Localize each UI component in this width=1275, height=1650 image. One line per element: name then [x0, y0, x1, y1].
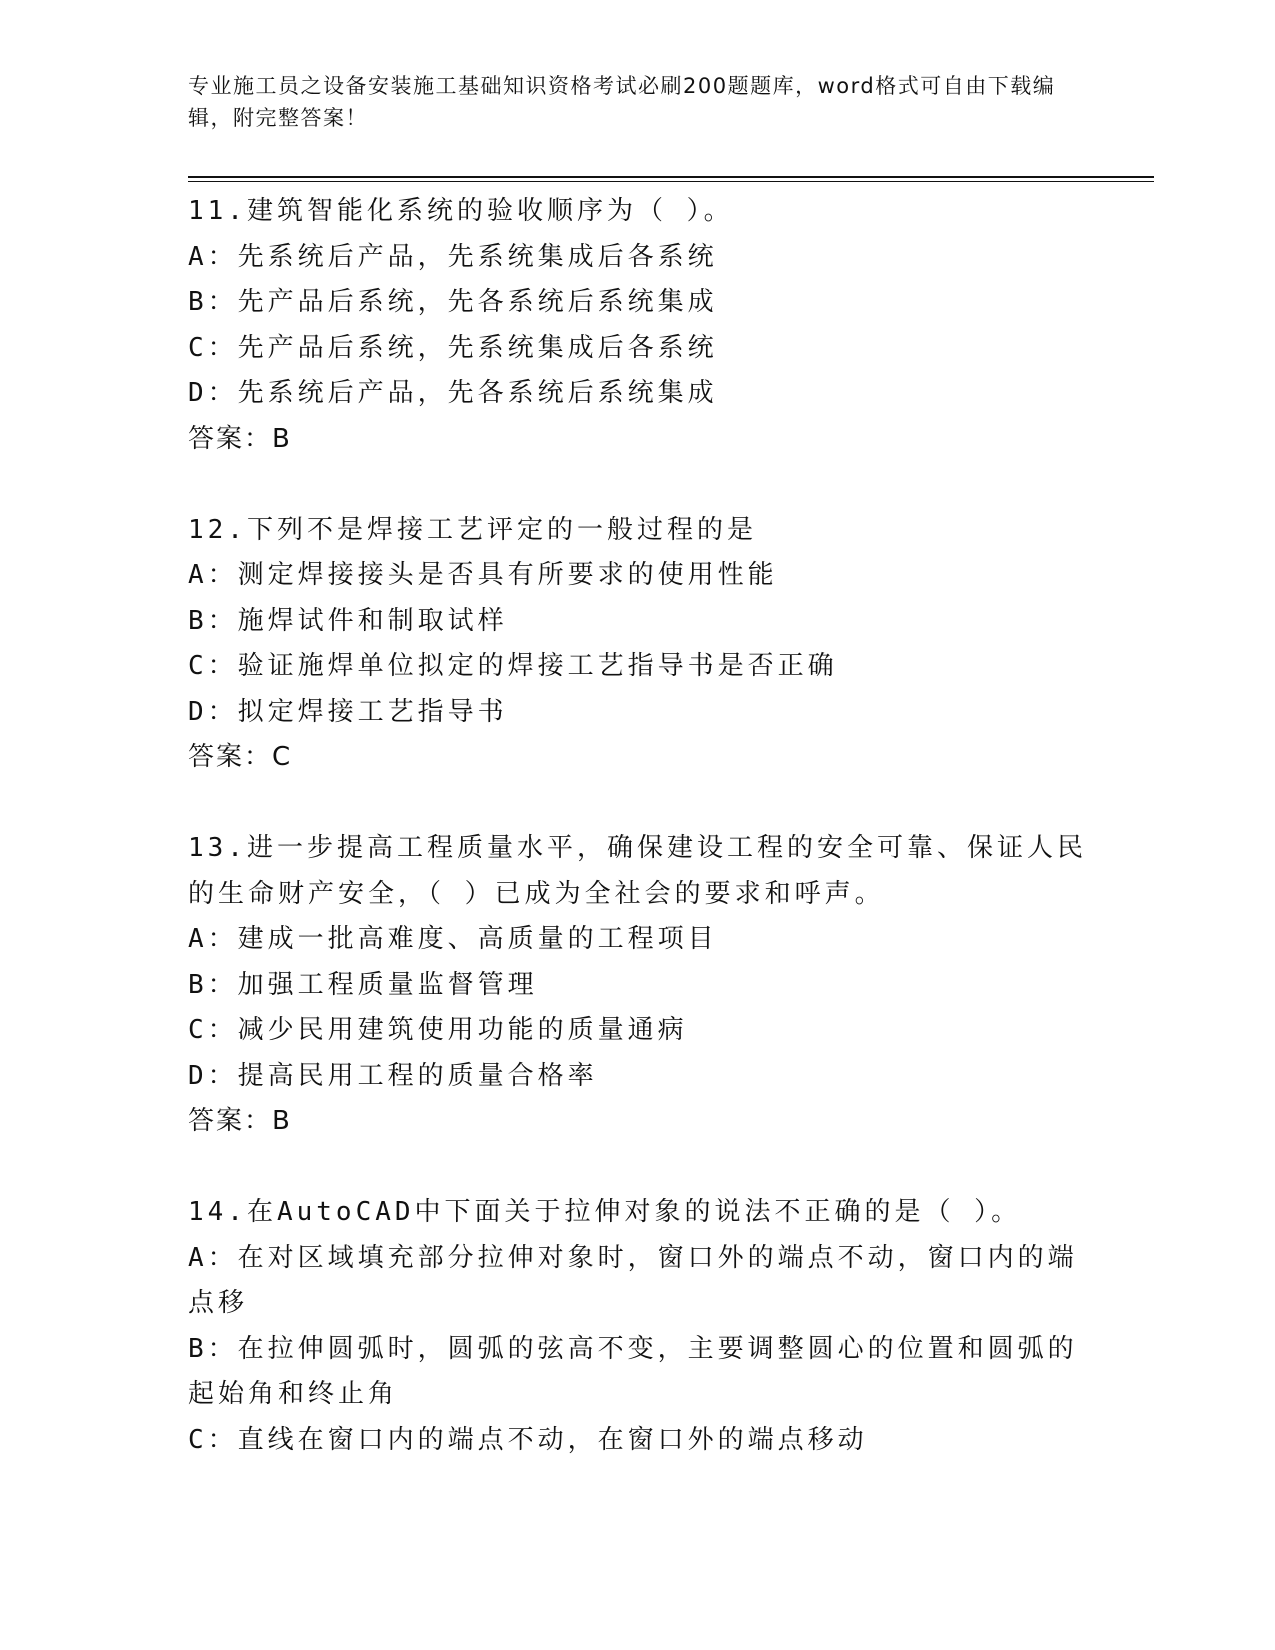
- option-c: C：先产品后系统，先系统集成后各系统: [188, 332, 718, 363]
- option-b: B：先产品后系统，先各系统后系统集成: [188, 287, 718, 317]
- option-b: B：加强工程质量监督管理: [188, 969, 538, 1000]
- option-a: A：在对区域填充部分拉伸对象时，窗口外的端点不动，窗口内的端点移: [188, 1242, 1078, 1318]
- question-14: [188, 1190, 1088, 1463]
- question-title: 13.进一步提高工程质量水平，确保建设工程的安全可靠、保证人民的生命财产安全，（ ）已成为全社会的要求和呼声。: [188, 833, 1087, 909]
- question-list: [188, 189, 1088, 1509]
- question-title: 11.建筑智能化系统的验收顺序为（ ）。: [188, 196, 734, 226]
- header-rule-thin: [188, 181, 1154, 182]
- header-rule-thick: [188, 176, 1154, 178]
- option-b: B：施焊试件和制取试样: [188, 605, 508, 636]
- answer: 答案：B: [188, 423, 292, 454]
- question-13: [188, 826, 1088, 1145]
- question-title: 14.在AutoCAD中下面关于拉伸对象的说法不正确的是（ ）。: [188, 1197, 1022, 1227]
- document-header: 专业施工员之设备安装施工基础知识资格考试必刷200题题库，word格式可自由下载编辑，附完整答案！: [188, 74, 1056, 130]
- option-a: A：先系统后产品，先系统集成后各系统: [188, 241, 718, 272]
- question-11: [188, 189, 1088, 462]
- option-a: A：建成一批高难度、高质量的工程项目: [188, 924, 718, 954]
- option-c: C：减少民用建筑使用功能的质量通病: [188, 1015, 688, 1045]
- option-b: B：在拉伸圆弧时，圆弧的弦高不变，主要调整圆心的位置和圆弧的起始角和终止角: [188, 1333, 1078, 1409]
- question-title: 12.下列不是焊接工艺评定的一般过程的是: [188, 514, 757, 545]
- answer: 答案：B: [188, 1106, 292, 1136]
- answer: 答案：C: [188, 742, 293, 772]
- option-a: A：测定焊接接头是否具有所要求的使用性能: [188, 560, 778, 590]
- option-d: D：拟定焊接工艺指导书: [188, 696, 508, 727]
- option-c: C：直线在窗口内的端点不动，在窗口外的端点移动: [188, 1424, 868, 1455]
- option-c: C：验证施焊单位拟定的焊接工艺指导书是否正确: [188, 651, 838, 681]
- option-d: D：先系统后产品，先各系统后系统集成: [188, 378, 718, 408]
- option-d: D：提高民用工程的质量合格率: [188, 1060, 598, 1091]
- question-12: [188, 508, 1088, 781]
